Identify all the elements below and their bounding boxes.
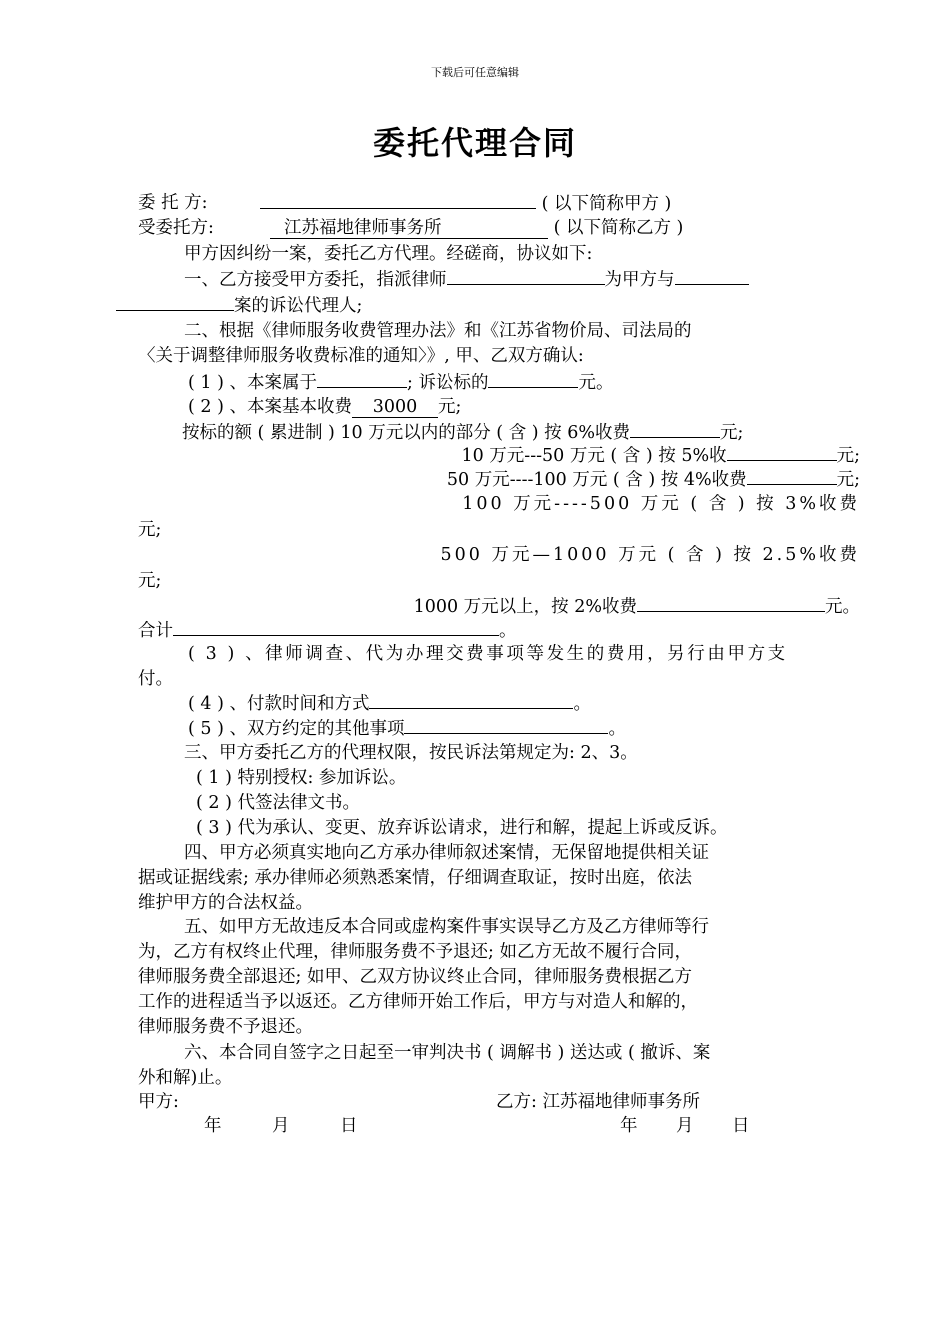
tier-6-unit: 元。 [825, 597, 860, 617]
opponent-blank[interactable] [675, 266, 749, 285]
total-end: 。 [499, 621, 517, 641]
tier-1-blank[interactable] [630, 419, 720, 438]
section-5-line-3: 律师服务费全部退还; 如甲、乙双方协议终止合同，律师服务费根据乙方 [138, 967, 692, 987]
signature-line [138, 1089, 860, 1115]
section-3-item-3: ( 3 ) 代为承认、变更、放弃诉讼请求，进行和解，提起上诉或反诉。 [196, 818, 728, 838]
intro-line: 甲方因纠纷一案，委托乙方代理。经磋商，协议如下: [184, 244, 593, 264]
tier-2-unit: 元; [836, 446, 860, 466]
party-a-suffix: ( 以下简称甲方 ) [541, 194, 672, 214]
tier-5-line: 500 万元—1000 万元 ( 含 ) 按 2.5%收费 [440, 545, 860, 565]
party-b-value: 江苏福地律师事务所 [270, 218, 548, 239]
item-1-text-c: 元。 [578, 373, 614, 393]
tier-2-line [138, 442, 860, 468]
tier-1-unit: 元; [719, 423, 744, 443]
party-a-day: 日 [340, 1116, 358, 1136]
party-b-month: 月 [676, 1116, 694, 1136]
payment-method-blank[interactable] [369, 690, 573, 709]
party-a-blank[interactable] [260, 190, 536, 209]
item-3-line-2: 付。 [138, 669, 173, 689]
date-line [138, 1113, 860, 1139]
tier-2-text: 10 万元---50 万元 ( 含 ) 按 5%收 [461, 446, 727, 466]
section-4-line-1: 四、甲方必须真实地向乙方承办律师叙述案情，无保留地提供相关证 [184, 843, 709, 863]
total-blank[interactable] [173, 617, 499, 636]
party-b-signature-label: 乙方: 江苏福地律师事务所 [496, 1092, 700, 1112]
tier-1-text: 按标的额 ( 累进制 ) 10 万元以内的部分 ( 含 ) 按 6%收费 [182, 423, 630, 443]
item-5-line [138, 715, 860, 741]
section-3-item-2: ( 2 ) 代签法律文书。 [196, 793, 360, 813]
party-a-label: 委 托 方: [138, 193, 208, 213]
section-5-line-1: 五、如甲方无故违反本合同或虚构案件事实误导乙方及乙方律师等行 [184, 917, 709, 937]
tier-5-unit-line: 元; [138, 571, 162, 591]
tier-6-text: 1000 万元以上，按 2%收费 [413, 597, 637, 617]
item-2-text-a: ( 2 ) 、本案基本收费 [188, 397, 352, 417]
document-title: 委托代理合同 [372, 124, 577, 162]
tier-4-unit-line: 元; [138, 520, 162, 540]
section-2-line-2: 〈关于调整律师服务收费标准的通知〉》, 甲、乙双方确认: [138, 346, 584, 366]
case-blank[interactable] [116, 292, 234, 311]
tier-3-unit: 元; [836, 470, 860, 490]
section-5-line-4: 工作的进程适当予以返还。乙方律师开始工作后，甲方与对造人和解的， [138, 992, 698, 1012]
party-a-month: 月 [272, 1116, 290, 1136]
party-b-suffix: ( 以下简称乙方 ) [553, 218, 684, 238]
item-2-line [138, 394, 860, 420]
section-1-text-b: 为甲方与 [604, 270, 675, 290]
tier-3-text: 50 万元----100 万元 ( 含 ) 按 4%收费 [446, 470, 747, 490]
party-a-line [138, 190, 860, 216]
party-a-year: 年 [204, 1116, 222, 1136]
section-5-line-5: 律师服务费不予退还。 [138, 1017, 313, 1037]
tier-4-line: 100 万元----500 万元 ( 含 ) 按 3%收费 [462, 494, 860, 514]
tier-3-line [138, 466, 860, 492]
tier-6-line [138, 593, 860, 619]
section-1-line-1 [138, 266, 860, 292]
item-5-end: 。 [608, 719, 626, 739]
basic-fee-value: 3000 [352, 397, 438, 418]
section-5-line-2: 为，乙方有权终止代理，律师服务费不予退还; 如乙方无故不履行合同， [138, 942, 692, 962]
section-2-line-1: 二、根据《律师服务收费管理办法》和《江苏省物价局、司法局的 [184, 321, 692, 341]
party-b-year: 年 [620, 1116, 638, 1136]
item-4-line [138, 690, 860, 716]
section-6-line-2: 外和解)止。 [138, 1068, 233, 1088]
item-1-line [138, 369, 860, 395]
other-terms-blank[interactable] [404, 715, 608, 734]
item-3-line-1: ( 3 ) 、律师调查、代为办理交费事项等发生的费用，另行由甲方支 [188, 644, 788, 664]
section-4-line-2: 据或证据线索; 承办律师必须熟悉案情，仔细调查取证，按时出庭，依法 [138, 868, 692, 888]
item-1-text-b: ; 诉讼标的 [406, 373, 489, 393]
item-4-end: 。 [573, 694, 591, 714]
party-b-label: 受委托方: [138, 218, 214, 238]
item-4-text: ( 4 ) 、付款时间和方式 [188, 694, 370, 714]
section-1-text-a: 一、乙方接受甲方委托，指派律师 [184, 270, 447, 290]
page-header: 下载后可任意编辑 [431, 66, 519, 79]
item-2-text-b: 元; [437, 397, 462, 417]
lawyer-name-blank[interactable] [447, 266, 605, 285]
claim-amount-blank[interactable] [488, 369, 578, 388]
section-6-line-1: 六、本合同自签字之日起至一审判决书 ( 调解书 ) 送达或 ( 撤诉、案 [184, 1043, 711, 1063]
section-1-text-c: 案的诉讼代理人; [234, 296, 363, 316]
case-type-blank[interactable] [317, 369, 407, 388]
tier-3-blank[interactable] [747, 466, 837, 485]
party-b-line [138, 215, 860, 241]
tier-2-blank[interactable] [727, 442, 837, 461]
item-1-text-a: ( 1 ) 、本案属于 [188, 373, 317, 393]
section-1-line-2 [116, 292, 860, 318]
tier-6-blank[interactable] [637, 593, 825, 612]
item-5-text: ( 5 ) 、双方约定的其他事项 [188, 719, 405, 739]
party-a-signature-label: 甲方: [138, 1092, 179, 1112]
section-4-line-3: 维护甲方的合法权益。 [138, 893, 313, 913]
total-label: 合计 [138, 621, 173, 641]
total-line [138, 617, 860, 643]
section-3-item-1: ( 1 ) 特别授权: 参加诉讼。 [196, 768, 407, 788]
party-b-day: 日 [732, 1116, 750, 1136]
section-3-line: 三、甲方委托乙方的代理权限，按民诉法第规定为: 2、3。 [184, 743, 638, 763]
